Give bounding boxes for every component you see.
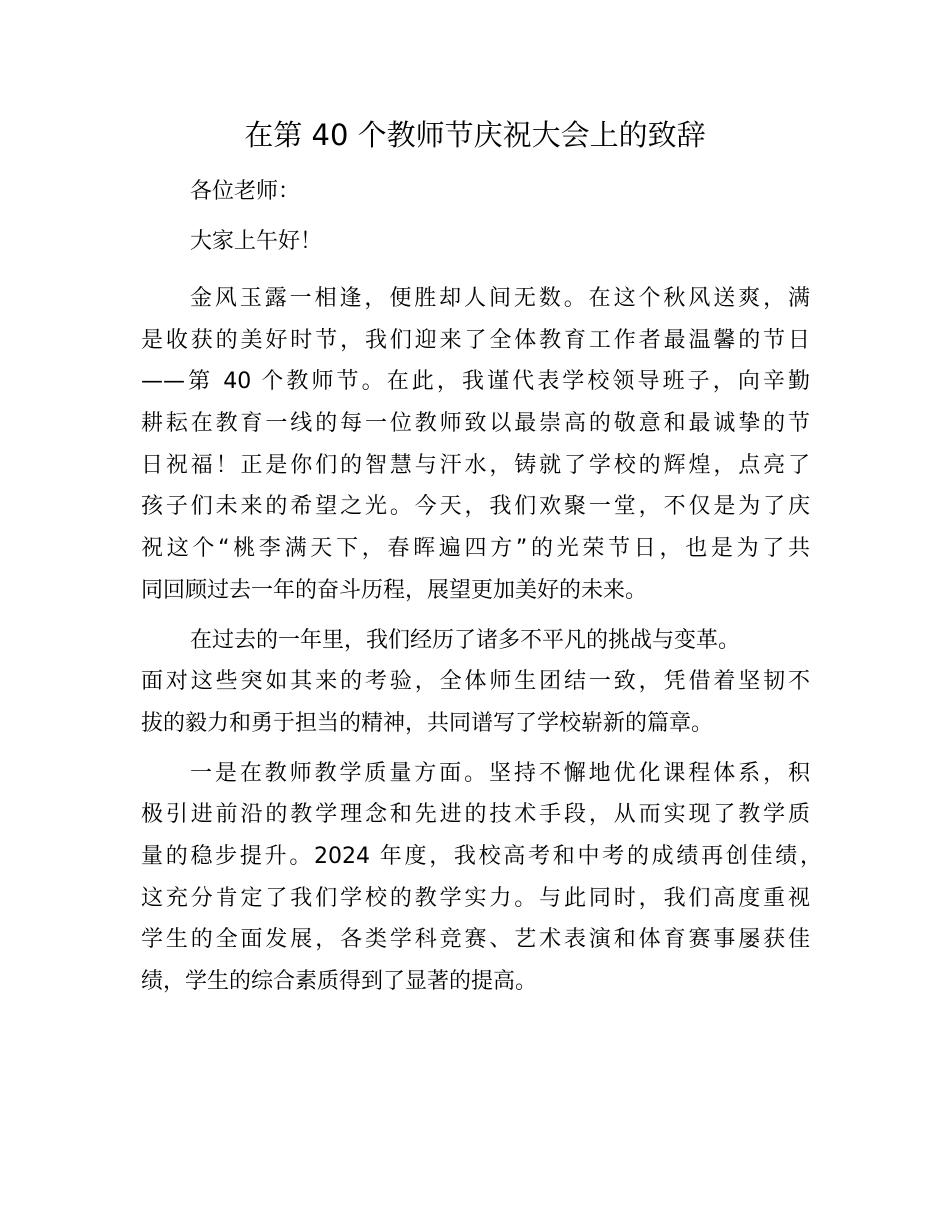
text-line: 是收获的美好时节，我们迎来了全体教育工作者最温馨的节日 — [141, 327, 810, 353]
text-line: 学生的全面发展，各类学科竞赛、艺术表演和体育赛事屡获佳 — [141, 927, 810, 953]
text-line: 拔的毅力和勇于担当的精神，共同谱写了学校崭新的篇章。 — [141, 710, 714, 736]
text-line: 量的稳步提升。2024 年度，我校高考和中考的成绩再创佳绩， — [141, 843, 822, 869]
text-line: 祝这个“桃李满天下，春晖遍四方”的光荣节日，也是为了共 — [141, 536, 810, 562]
text-line: 这充分肯定了我们学校的教学实力。与此同时，我们高度重视 — [141, 885, 810, 911]
salutation: 各位老师： — [190, 179, 301, 204]
greeting: 大家上午好！ — [190, 229, 323, 254]
text-line: 金风玉露一相逢，便胜却人间无数。在这个秋风送爽，满 — [190, 286, 810, 311]
text-line: 一是在教师教学质量方面。坚持不懈地优化课程体系，积 — [190, 760, 810, 786]
paragraph-1 — [141, 278, 810, 612]
text-line: 面对这些突如其来的考验，全体师生团结一致，凭借着坚韧不 — [141, 669, 810, 695]
paragraph-2 — [141, 620, 810, 745]
text-line: 极引进前沿的教学理念和先进的技术手段，从而实现了教学质 — [141, 802, 810, 828]
text-line: 孩子们未来的希望之光。今天，我们欢聚一堂，不仅是为了庆 — [141, 494, 810, 520]
document-body — [141, 170, 822, 1011]
paragraph-3 — [141, 753, 822, 1003]
text-line: 在过去的一年里，我们经历了诸多不平凡的挑战与变革。 — [190, 627, 741, 653]
text-line: ——第 40 个教师节。在此，我谨代表学校领导班子，向辛勤 — [141, 369, 810, 395]
text-line: 绩，学生的综合素质得到了显著的提高。 — [141, 969, 538, 994]
text-line: 同回顾过去一年的奋斗历程，展望更加美好的未来。 — [141, 577, 648, 603]
document-title: 在第 40 个教师节庆祝大会上的致辞 — [244, 118, 706, 152]
text-line: 耕耘在教育一线的每一位教师致以最崇高的敬意和最诚挚的节 — [141, 411, 810, 437]
text-line: 日祝福！正是你们的智慧与汗水，铸就了学校的辉煌，点亮了 — [141, 452, 810, 478]
